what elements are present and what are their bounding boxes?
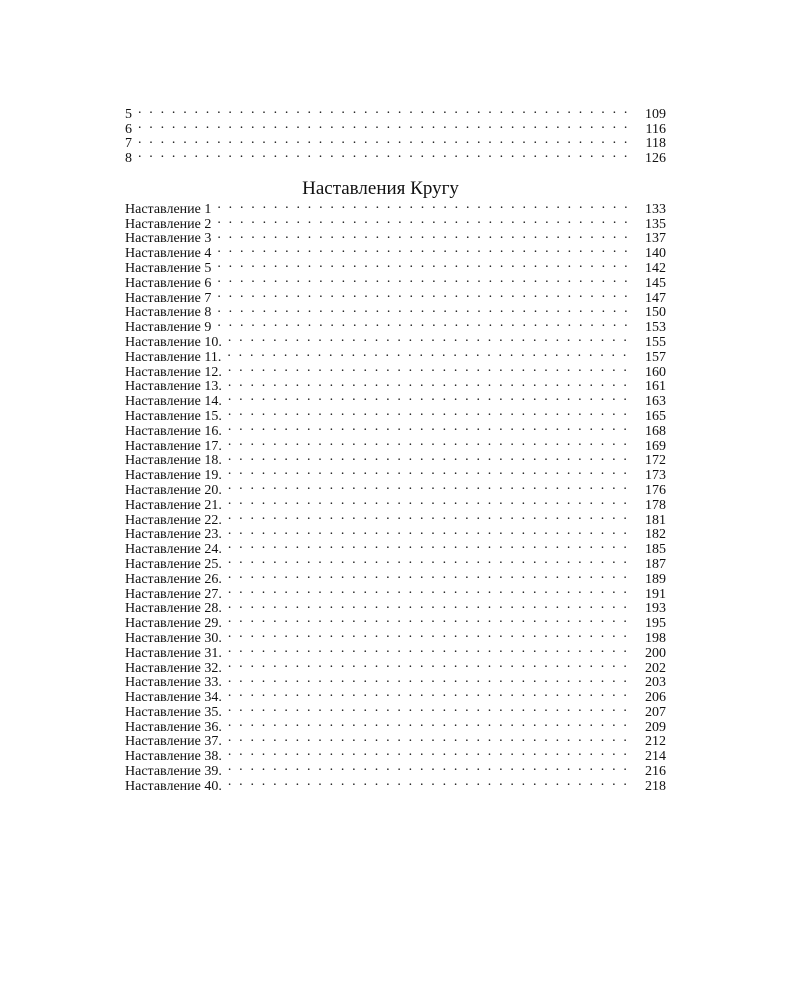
toc-entry[interactable] xyxy=(125,133,666,152)
toc-entry-page: 191 xyxy=(645,586,666,602)
dot-leader xyxy=(228,598,634,613)
dot-leader xyxy=(217,287,634,302)
dot-leader xyxy=(228,612,634,627)
toc-entry-label: Наставление 19. xyxy=(125,468,222,484)
toc-entry-label: Наставление 30. xyxy=(125,630,222,646)
toc-entry-page: 176 xyxy=(645,482,666,498)
toc-entry-page: 198 xyxy=(645,630,666,646)
toc-entry-label: Наставление 2 xyxy=(125,216,212,232)
toc-entry-page: 160 xyxy=(645,364,666,380)
dot-leader xyxy=(228,716,634,731)
dot-leader xyxy=(138,103,634,118)
toc-entry-page: 216 xyxy=(645,764,666,780)
toc-entry-page: 109 xyxy=(645,106,666,122)
toc-entry-page: 209 xyxy=(645,719,666,735)
toc-entry-page: 202 xyxy=(645,660,666,676)
dot-leader xyxy=(228,361,634,376)
dot-leader xyxy=(228,464,634,479)
toc-entry-label: Наставление 4 xyxy=(125,246,212,262)
toc-entry-page: 187 xyxy=(645,556,666,572)
dot-leader xyxy=(228,657,634,672)
dot-leader xyxy=(217,272,634,287)
toc-entry-label: Наставление 9 xyxy=(125,320,212,336)
toc-entry[interactable] xyxy=(125,103,666,122)
toc-entry-page: 133 xyxy=(645,201,666,217)
toc-entry-label: Наставление 13. xyxy=(125,379,222,395)
dot-leader xyxy=(217,198,634,213)
toc-entry-page: 163 xyxy=(645,394,666,410)
toc-entry-page: 181 xyxy=(645,512,666,528)
toc-entry-page: 178 xyxy=(645,497,666,513)
toc-entry-label: Наставление 24. xyxy=(125,542,222,558)
dot-leader xyxy=(228,331,634,346)
dot-leader xyxy=(227,346,634,361)
dot-leader xyxy=(228,701,634,716)
dot-leader xyxy=(138,147,634,162)
dot-leader xyxy=(228,479,634,494)
toc-entry-page: 118 xyxy=(645,136,666,152)
toc-entry-page: 173 xyxy=(645,468,666,484)
dot-leader xyxy=(228,775,634,790)
toc-entry-label: Наставление 34. xyxy=(125,690,222,706)
dot-leader xyxy=(217,213,634,228)
toc-entry-label: Наставление 14. xyxy=(125,394,222,410)
dot-leader xyxy=(228,553,634,568)
toc-entry-label: Наставление 40. xyxy=(125,778,222,794)
toc-entry-label: 8 xyxy=(125,151,132,167)
dot-leader xyxy=(228,405,634,420)
dot-leader xyxy=(228,538,634,553)
dot-leader xyxy=(228,642,634,657)
toc-entry-label: Наставление 23. xyxy=(125,527,222,543)
toc-entry-label: Наставление 8 xyxy=(125,305,212,321)
toc-entry-page: 193 xyxy=(645,601,666,617)
toc-entry-label: Наставление 32. xyxy=(125,660,222,676)
toc-entry-page: 165 xyxy=(645,408,666,424)
toc-entry-label: 7 xyxy=(125,136,132,152)
toc-entry-label: Наставление 35. xyxy=(125,704,222,720)
toc-entry-label: Наставление 12. xyxy=(125,364,222,380)
dot-leader xyxy=(228,376,634,391)
dot-leader xyxy=(138,118,634,133)
dot-leader xyxy=(228,627,634,642)
toc-entry-page: 135 xyxy=(645,216,666,232)
toc-entry-page: 161 xyxy=(645,379,666,395)
toc-entry[interactable] xyxy=(125,198,666,217)
toc-entry-page: 140 xyxy=(645,246,666,262)
toc-entry-label: Наставление 33. xyxy=(125,675,222,691)
dot-leader xyxy=(217,302,634,317)
toc-entry-page: 189 xyxy=(645,571,666,587)
toc-entry-label: 5 xyxy=(125,106,132,122)
toc-entry-page: 182 xyxy=(645,527,666,543)
toc-entry-page: 172 xyxy=(645,453,666,469)
toc-entry-label: Наставление 3 xyxy=(125,231,212,247)
toc-entry-label: Наставление 17. xyxy=(125,438,222,454)
toc-entry-page: 116 xyxy=(645,121,666,137)
dot-leader xyxy=(217,316,634,331)
toc-entry-page: 147 xyxy=(645,290,666,306)
toc-entry-label: Наставление 20. xyxy=(125,482,222,498)
toc-entry-page: 200 xyxy=(645,645,666,661)
toc-entry-label: Наставление 7 xyxy=(125,290,212,306)
toc-entry-label: Наставление 15. xyxy=(125,408,222,424)
toc-entry-page: 214 xyxy=(645,749,666,765)
section-title: Наставления Кругу xyxy=(302,178,459,199)
toc-entry[interactable] xyxy=(125,118,666,137)
toc-entry-label: Наставление 38. xyxy=(125,749,222,765)
dot-leader xyxy=(228,745,634,760)
dot-leader xyxy=(228,524,634,539)
dot-leader xyxy=(217,228,634,243)
toc-entry-label: Наставление 5 xyxy=(125,260,212,276)
toc-entry-label: Наставление 25. xyxy=(125,556,222,572)
toc-entry[interactable] xyxy=(125,147,666,167)
toc-entry-page: 185 xyxy=(645,542,666,558)
toc-entry-page: 203 xyxy=(645,675,666,691)
toc-entry-label: Наставление 28. xyxy=(125,601,222,617)
dot-leader xyxy=(138,133,634,148)
toc-entry-label: Наставление 37. xyxy=(125,734,222,750)
dot-leader xyxy=(228,583,634,598)
dot-leader xyxy=(217,257,634,272)
dot-leader xyxy=(228,760,634,775)
toc-entry-page: 126 xyxy=(645,151,666,167)
toc-entry-page: 218 xyxy=(645,778,666,794)
toc-entry-page: 155 xyxy=(645,334,666,350)
toc-entry-label: Наставление 1 xyxy=(125,201,212,217)
toc-entry-label: Наставление 6 xyxy=(125,275,212,291)
toc-entry-page: 157 xyxy=(645,349,666,365)
toc-entry-label: Наставление 18. xyxy=(125,453,222,469)
toc-entry-label: 6 xyxy=(125,121,132,137)
dot-leader xyxy=(228,494,634,509)
toc-entry-label: Наставление 16. xyxy=(125,423,222,439)
dot-leader xyxy=(228,435,634,450)
toc-entry-page: 207 xyxy=(645,704,666,720)
dot-leader xyxy=(228,509,634,524)
toc-top-entries xyxy=(125,103,666,167)
dot-leader xyxy=(217,242,634,257)
toc-entry-page: 212 xyxy=(645,734,666,750)
dot-leader xyxy=(228,672,634,687)
toc-entry-label: Наставление 10. xyxy=(125,334,222,350)
toc-entry-page: 150 xyxy=(645,305,666,321)
toc-entry-page: 206 xyxy=(645,690,666,706)
dot-leader xyxy=(228,390,634,405)
dot-leader xyxy=(228,450,634,465)
toc-entry-page: 142 xyxy=(645,260,666,276)
toc-entry-label: Наставление 26. xyxy=(125,571,222,587)
toc-entry-page: 137 xyxy=(645,231,666,247)
toc-entry-label: Наставление 31. xyxy=(125,645,222,661)
toc-entry-page: 145 xyxy=(645,275,666,291)
dot-leader xyxy=(228,731,634,746)
toc-entry-page: 168 xyxy=(645,423,666,439)
toc-entry-label: Наставление 22. xyxy=(125,512,222,528)
toc-entry-label: Наставление 21. xyxy=(125,497,222,513)
toc-entry-label: Наставление 39. xyxy=(125,764,222,780)
toc-section-entries xyxy=(125,198,666,794)
dot-leader xyxy=(228,686,634,701)
toc-entry-label: Наставление 36. xyxy=(125,719,222,735)
toc-entry-label: Наставление 11. xyxy=(125,349,222,365)
toc-entry-label: Наставление 27. xyxy=(125,586,222,602)
dot-leader xyxy=(228,568,634,583)
toc-entry-page: 153 xyxy=(645,320,666,336)
toc-entry-page: 169 xyxy=(645,438,666,454)
toc-entry-label: Наставление 29. xyxy=(125,616,222,632)
toc-entry-page: 195 xyxy=(645,616,666,632)
dot-leader xyxy=(228,420,634,435)
